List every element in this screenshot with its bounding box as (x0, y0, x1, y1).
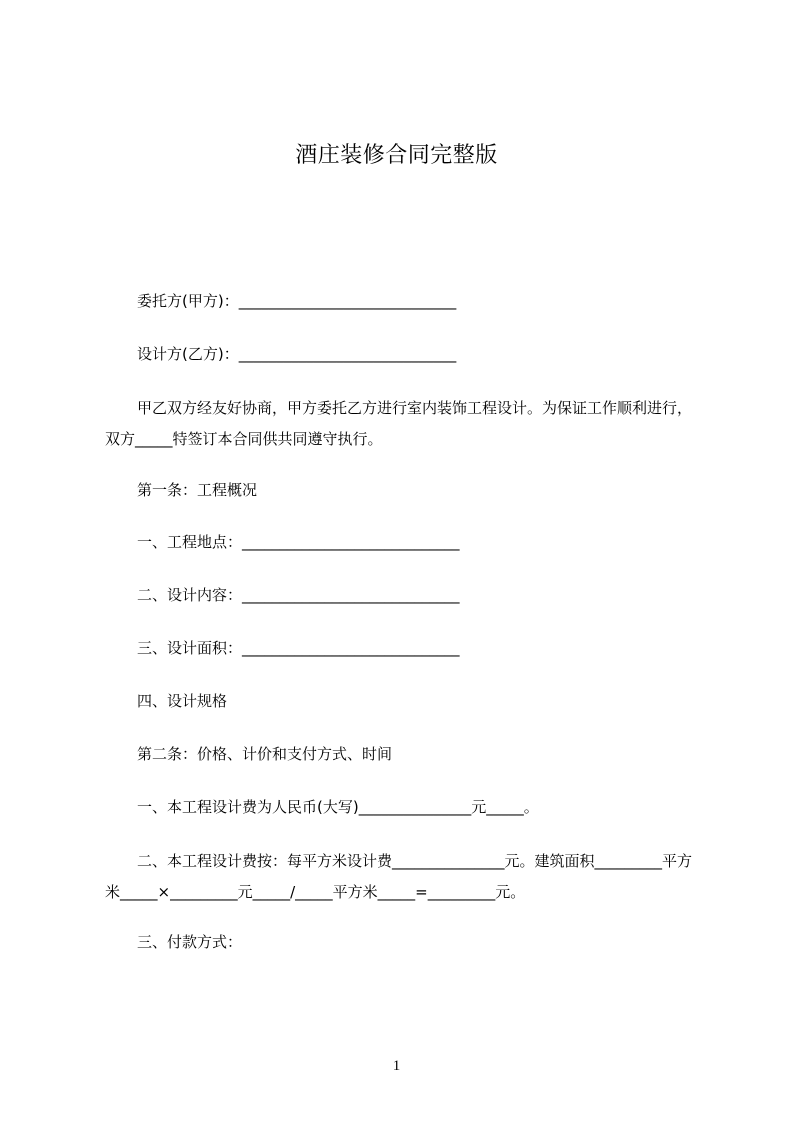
party-a-line: 委托方(甲方)：_____________________________ (137, 292, 457, 310)
design-area-line: 三、设计面积：_____________________________ (137, 639, 460, 657)
intro-paragraph: 甲乙双方经友好协商，甲方委托乙方进行室内装饰工程设计。为保证工作顺利进行，双方_____特签订本合同供共同遵守执行。 (105, 399, 693, 448)
design-content-line: 二、设计内容：_____________________________ (137, 586, 460, 604)
page-number: 1 (392, 1058, 401, 1074)
document-title: 酒庄装修合同完整版 (295, 143, 498, 168)
design-fee-total-line: 一、本工程设计费为人民币(大写)_______________元_____。 (137, 798, 539, 816)
article-1-heading: 第一条：工程概况 (137, 481, 258, 499)
design-fee-calculation-paragraph: 二、本工程设计费按：每平方米设计费_______________元。建筑面积_________平方米_____×_________元_____/_____平方米_____=_________元。 (105, 852, 693, 901)
project-location-line: 一、工程地点：_____________________________ (137, 533, 460, 551)
party-b-line: 设计方(乙方)：_____________________________ (137, 345, 457, 363)
payment-method-line: 三、付款方式： (137, 933, 243, 951)
article-2-heading: 第二条：价格、计价和支付方式、时间 (137, 745, 393, 763)
design-spec-line: 四、设计规格 (137, 692, 228, 710)
